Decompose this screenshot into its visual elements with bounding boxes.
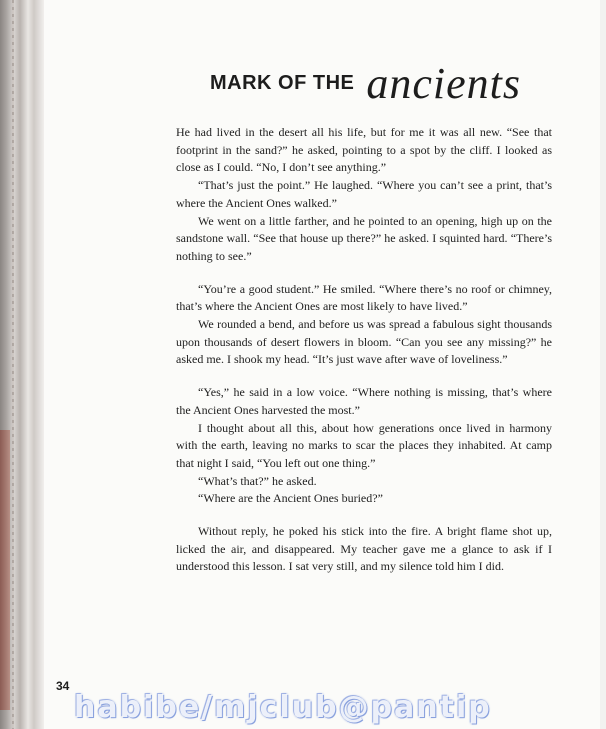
binding-color-strip	[0, 430, 10, 710]
page-number: 34	[56, 679, 70, 693]
chapter-title	[210, 58, 521, 109]
chapter-title-script: ancients	[366, 59, 522, 108]
paragraph: “You’re a good student.” He smiled. “Where there’s no roof or chimney, that’s where the Ancient Ones are most likely to have lived.”	[176, 281, 552, 314]
watermark-text: habibe/mjclub@pantip	[74, 690, 492, 725]
paragraph: “That’s just the point.” He laughed. “Where you can’t see a print, that’s where the Ancient Ones walked.”	[176, 178, 552, 210]
paragraph: “What’s that?” he asked.	[198, 473, 317, 488]
story-body	[176, 124, 552, 576]
paragraph: We went on a little farther, and he pointed to an opening, high up on the sandstone wall. “See that house up there?” he asked. I squinted hard. “There’s nothing to see.”	[176, 213, 552, 263]
paragraph: We rounded a bend, and before us was spread a fabulous sight thousands upon thousands of desert flowers in bloom. “Can you see any missing?” he asked me. I shook my head. “It’s just wave after wave of loveliness.”	[176, 317, 552, 367]
paragraph: “Where are the Ancient Ones buried?”	[198, 491, 383, 506]
paragraph: “Yes,” he said in a low voice. “Where nothing is missing, that’s where the Ancient Ones harvested the most.”	[176, 385, 552, 417]
paragraph: Without reply, he poked his stick into the fire. A bright flame shot up, licked the air, and disappeared. My teacher gave me a glance to ask if I understood this lesson. I sat very still, and my silence told him I did.	[176, 524, 552, 574]
chapter-title-prefix: MARK OF THE	[210, 72, 355, 94]
paragraph: He had lived in the desert all his life, but for me it was all new. “See that footprint in the sand?” he asked, pointing to a spot by the cliff. I looked as close as I could. “No, I don’t see anything.”	[176, 125, 552, 175]
paragraph: I thought about all this, about how generations once lived in harmony with the earth, leaving no marks to scar the places they inhabited. At camp that night I said, “You left out one thing.”	[176, 420, 552, 470]
